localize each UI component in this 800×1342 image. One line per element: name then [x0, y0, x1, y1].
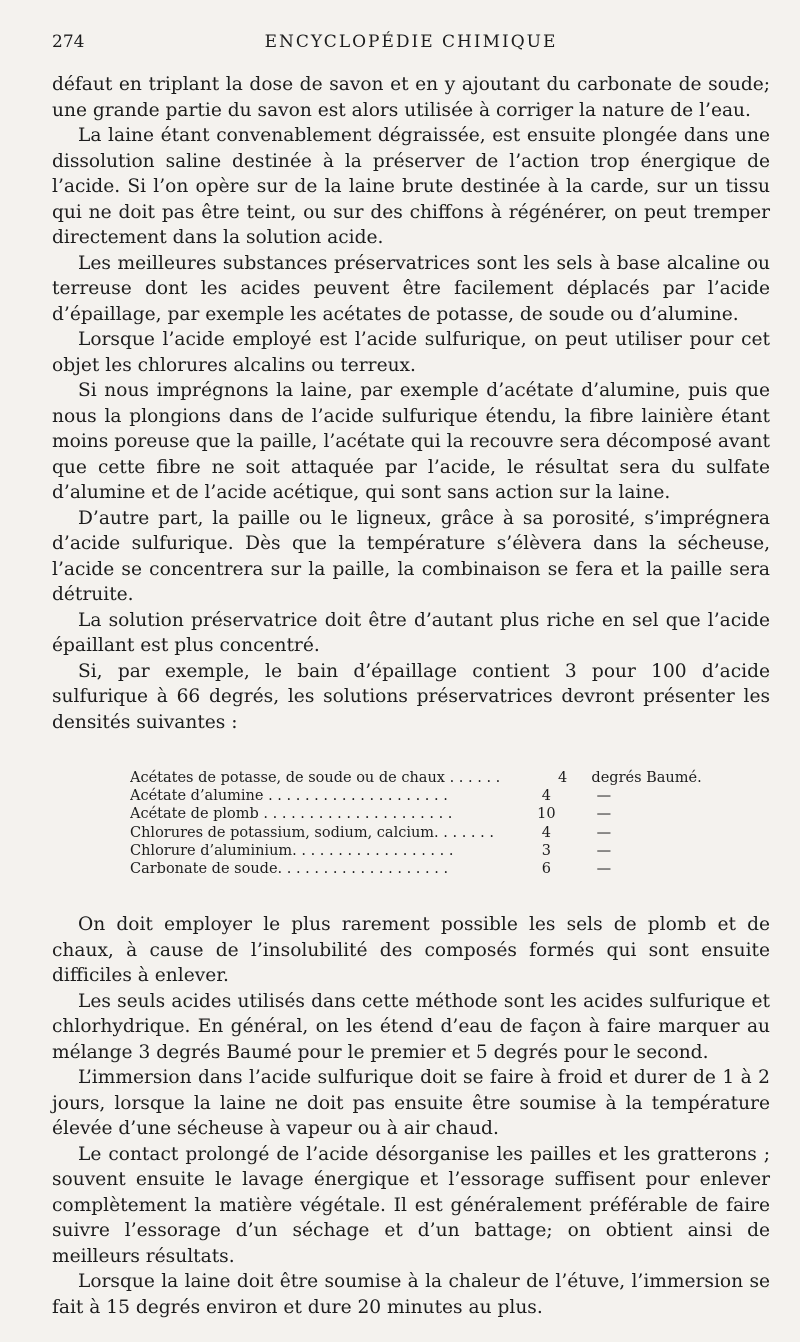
table-row [130, 769, 730, 787]
paragraph: Si nous imprégnons la laine, par exemple d’acétate d’alumine, puis que nous la plongions dans de l’acide sulfurique étendu, la fibre lainière étant moins poreuse que la paille, l’acétate qui la recouvre sera décomposé avant que cette fibre ne soit attaquée par l’acide, le résultat sera du sulfate d’alumine et de l’acide acétique, qui sont sans action sur la laine. [52, 380, 770, 503]
table-cell-label: Chlorures de potassium, sodium, calcium. . . . . . . [130, 824, 494, 841]
table-cell-value: 4 [541, 824, 551, 841]
paragraph: Les seuls acides utilisés dans cette méthode sont les acides sulfurique et chlorhydrique. En général, on les étend d’eau de façon à faire marquer au mélange 3 degrés Baumé pour le premier et 5 degrés pour le second. [52, 990, 770, 1063]
page-body [52, 72, 770, 1320]
table-cell-label: Acétate de plomb . . . . . . . . . . . . . . . . . . . . . [130, 806, 453, 823]
table-cell-label: Chlorure d’aluminium. . . . . . . . . . . . . . . . . . [130, 842, 454, 859]
page-header [52, 32, 770, 58]
paragraph: Si, par exemple, le bain d’épaillage contient 3 pour 100 d’acide sulfurique à 66 degrés, les solutions préservatrices devront présenter les densités suivantes : [52, 660, 770, 733]
table-row [130, 860, 730, 878]
paragraph: Lorsque la laine doit être soumise à la chaleur de l’étuve, l’immersion se fait à 15 degrés environ et dure 20 minutes au plus. [52, 1271, 770, 1318]
paragraph: L’immersion dans l’acide sulfurique doit se faire à froid et durer de 1 à 2 jours, lorsque la laine ne doit pas ensuite être soumise à la température élevée d’une sécheuse à vapeur ou à air chaud. [52, 1067, 770, 1140]
table-cell-value: 4 [541, 788, 551, 805]
density-table [130, 769, 730, 878]
paragraph: défaut en triplant la dose de savon et en y ajoutant du carbonate de soude; une grande partie du savon est alors utilisée à corriger la nature de l’eau. [52, 74, 770, 121]
paragraph: Les meilleures substances préservatrices sont les sels à base alcaline ou terreuse dont les acides peuvent être facilement déplacés par l’acide d’épaillage, par exemple les acétates de potasse, de soude ou d’alumine. [52, 252, 770, 325]
paragraph: On doit employer le plus rarement possible les sels de plomb et de chaux, à cause de l’insolubilité des composés formés qui sont ensuite difficiles à enlever. [52, 914, 770, 987]
paragraph: D’autre part, la paille ou le ligneux, grâce à sa porosité, s’imprégnera d’acide sulfurique. Dès que la température s’élèvera dans la sécheuse, l’acide se concentrera sur la paille, la combinaison se fera et la paille sera détruite. [52, 507, 770, 605]
table-cell-value: 4 [557, 770, 568, 786]
page-number: 274 [52, 32, 85, 52]
table-row [130, 842, 730, 860]
paragraph: Le contact prolongé de l’acide désorganise les pailles et les gratterons ; souvent ensuite le lavage énergique et l’essorage suffisent pour enlever complètement la matière végétale. Il est généralement préférable de faire suivre l’essorage d’un séchage et d’un battage; on obtient ainsi de meilleurs résultats. [52, 1143, 770, 1267]
table-row [130, 805, 730, 823]
table-cell-value: 3 [541, 842, 551, 859]
table-row [130, 824, 730, 842]
table-cell-label: Acétate d’alumine . . . . . . . . . . . . . . . . . . . . [130, 788, 448, 805]
table-cell-unit: — [596, 861, 612, 878]
table-cell-unit: — [596, 842, 612, 859]
table-row [130, 787, 730, 805]
table-cell-unit: — [596, 824, 612, 841]
paragraph: La laine étant convenablement dégraissée, est ensuite plongée dans une dissolution saline destinée à la préserver de l’action trop énergique de l’acide. Si l’on opère sur de la laine brute destinée à la carde, sur un tissu qui ne doit pas être teint, ou sur des chiffons à régénérer, on peut tremper directement dans la solution acide. [52, 125, 770, 248]
table-cell-label: Acétates de potasse, de soude ou de chaux . . . . . . [130, 770, 501, 786]
table-cell-unit: degrés Baumé. [591, 770, 702, 786]
paragraph: Lorsque l’acide employé est l’acide sulfurique, on peut utiliser pour cet objet les chlorures alcalins ou terreux. [52, 329, 770, 376]
table-cell-value: 6 [541, 861, 551, 878]
running-title: ENCYCLOPÉDIE CHIMIQUE [264, 32, 558, 52]
paragraph: La solution préservatrice doit être d’autant plus riche en sel que l’acide épaillant est plus concentré. [52, 609, 770, 656]
table-cell-unit: — [596, 788, 612, 805]
table-cell-label: Carbonate de soude. . . . . . . . . . . . . . . . . . . [130, 861, 449, 878]
table-cell-unit: — [596, 806, 612, 823]
table-cell-value: 10 [537, 806, 556, 823]
